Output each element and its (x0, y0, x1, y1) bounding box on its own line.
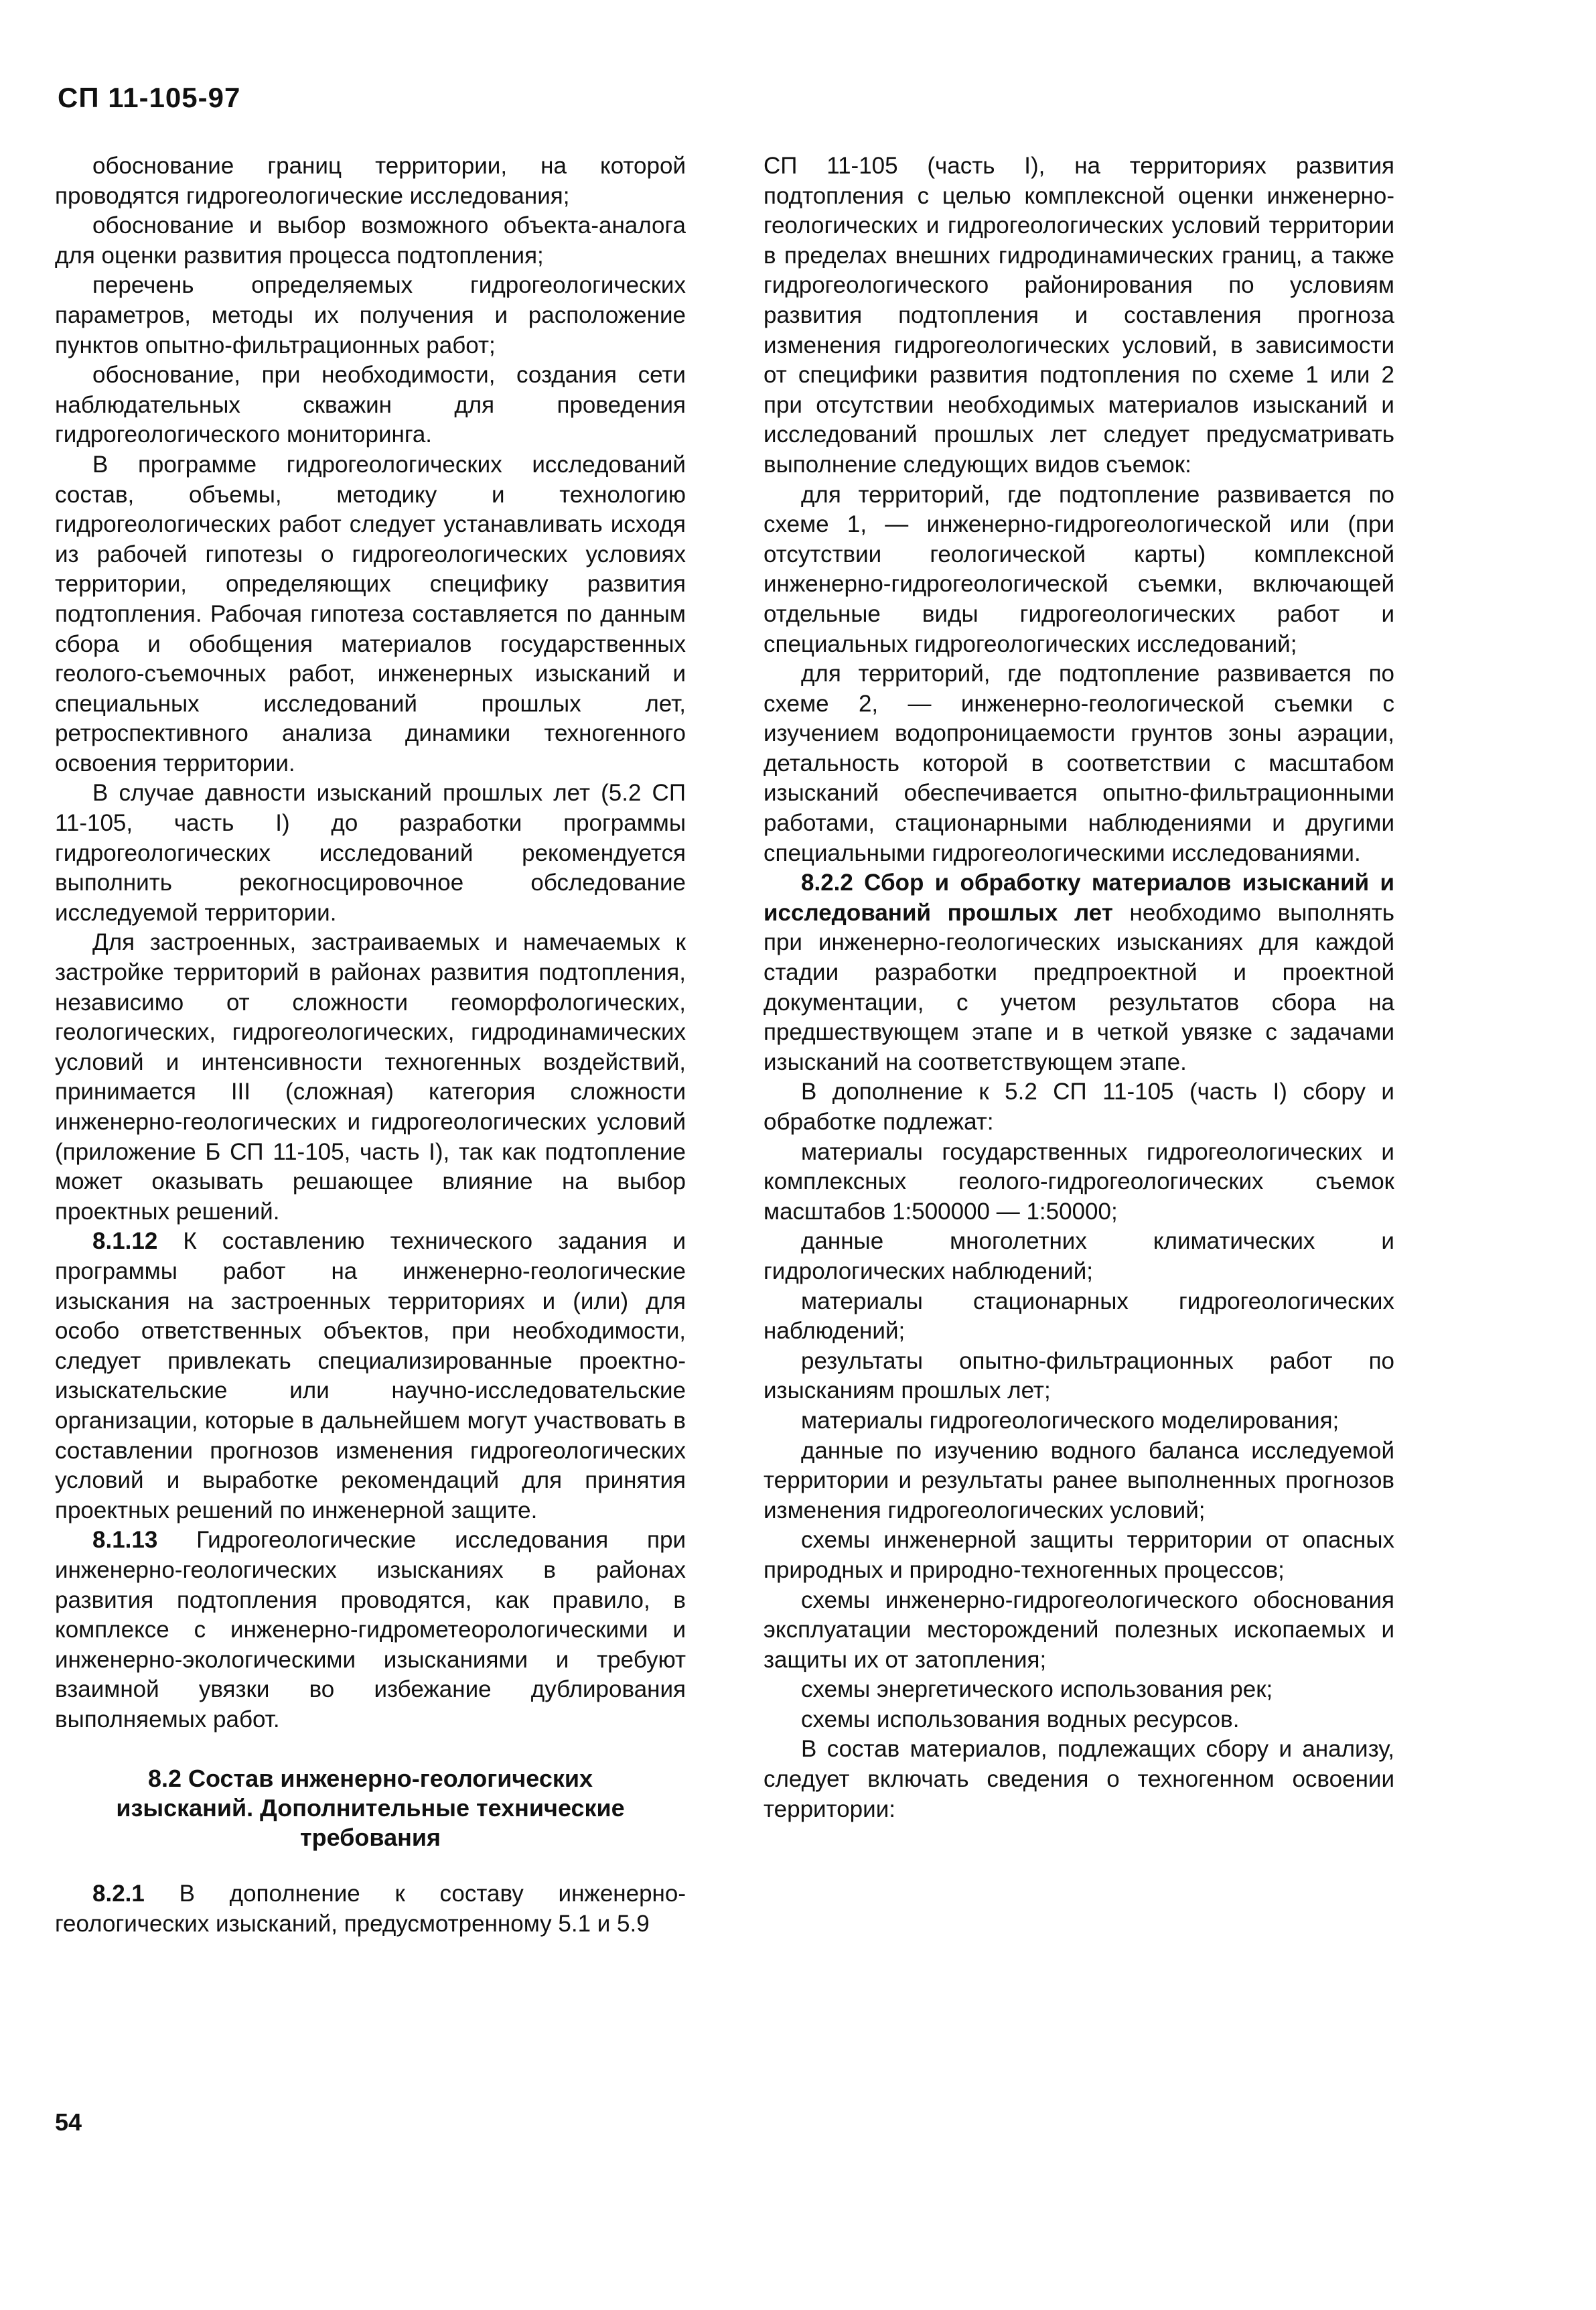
paragraph: для территорий, где подтопление развивается по схеме 1, — инженерно-гидрогеологической или (при отсутствии геологической карты) комплексной инженерно-гидрогеологической съемки, включающей отдельные виды гидрогеологических работ и специальных гидрогеологических исследований; (764, 481, 1394, 657)
paragraph: В дополнение к 5.2 СП 11-105 (часть I) сбору и обработке подлежат: (764, 1079, 1394, 1135)
list-item: материалы стационарных гидрогеологических наблюдений; (764, 1288, 1394, 1345)
clause-number: 8.1.13 (92, 1527, 158, 1554)
section-heading: 8.2 Состав инженерно-геологических изысканий. Дополнительные технические требования (116, 1765, 625, 1852)
list-item: данные многолетних климатических и гидрологических наблюдений; (764, 1228, 1394, 1284)
clause-text: необходимо выполнять при инженерно-геологических изысканиях для каждой стадии разработки предпроектной и проектной документации, с учетом результатов сбора на предшествующем этапе и в четкой увязке с задачами изысканий на соответствующем этапе. (764, 899, 1395, 1075)
paragraph: Для застроенных, застраиваемых и намечаемых к застройке территорий в районах развития подтопления, независимо от сложности геоморфологических, геологических, гидрогеологических, гидродинамических условий и интенсивности техногенных воздействий, принимается III (сложная) категория сложности инженерно-геологических и гидрогеологических условий (приложение Б СП 11-105, часть I), так как подтопление может оказывать решающее влияние на выбор проектных решений. (55, 929, 686, 1225)
list-item: схемы использования водных ресурсов. (801, 1706, 1240, 1732)
list-item: схемы инженерной защиты территории от опасных природных и природно-техногенных процессов; (764, 1527, 1394, 1583)
clause-text: К составлению технического задания и программы работ на инженерно-геологические изыскания на застроенных территориях и (или) для особо ответственных объектов, при необходимости, следует привлекать специализированные проектно-изыскательские или научно-исследовательские организации, которые в дальнейшем могут участвовать в составлении прогнозов изменения гидрогеологических условий и выработке рекомендаций для принятия проектных решений по инженерной защите. (55, 1228, 686, 1523)
clause-title: 8.2.2 Сбор и обработку материалов изысканий и исследований прошлых лет (764, 870, 1394, 926)
list-item: материалы государственных гидрогеологических и комплексных геолого-гидрогеологических съемок масштабов 1:500000 — 1:50000; (764, 1138, 1394, 1225)
clause-text: Гидрогеологические исследования при инженерно-геологических изысканиях в районах развития подтопления проводятся, как правило, в комплексе с инженерно-гидрометеорологическими и инженерно-экологическими изысканиями и требуют взаимной увязки во избежание дублирования выполняемых работ. (55, 1527, 686, 1732)
clause-8-1-12 (55, 1227, 686, 1525)
paragraph: обоснование и выбор возможного объекта-аналога для оценки развития процесса подтопления; (55, 212, 686, 269)
clause-8-2-1 (55, 1879, 686, 1939)
left-text-column (55, 151, 686, 1940)
right-text-column (764, 151, 1394, 1824)
paragraph: перечень определяемых гидрогеологических параметров, методы их получения и расположение пунктов опытно-фильтрационных работ; (55, 272, 686, 358)
list-item: схемы энергетического использования рек; (801, 1676, 1273, 1703)
paragraph: В случае давности изысканий прошлых лет (5.2 СП 11-105, часть I) до разработки программы гидрогеологических исследований рекомендуется выполнить рекогносцировочное обследование исследуемой территории. (55, 780, 686, 926)
list-item: результаты опытно-фильтрационных работ по изысканиям прошлых лет; (764, 1347, 1394, 1404)
clause-number: 8.1.12 (92, 1228, 158, 1255)
paragraph: обоснование границ территории, на которой проводятся гидрогеологические исследования; (55, 153, 686, 209)
list-item: материалы гидрогеологического моделирования; (801, 1407, 1339, 1434)
clause-text: В дополнение к составу инженерно-геологических изысканий, предусмотренному 5.1 и 5.9 (55, 1881, 686, 1938)
list-item: схемы инженерно-гидрогеологического обоснования эксплуатации месторождений полезных ископаемых и защиты их от затопления; (764, 1586, 1394, 1673)
clause-8-1-13 (55, 1525, 686, 1735)
paragraph: для территорий, где подтопление развивается по схеме 2, — инженерно-геологической съемки с изучением водопроницаемости грунтов зоны аэрации, детальность которой в соответствии с масштабом изысканий обеспечивается опытно-фильтрационными работами, стационарными наблюдениями и другими специальными гидрогеологическими исследованиями. (764, 661, 1394, 866)
page-number: 54 (55, 2108, 82, 2136)
clause-8-2-2 (764, 868, 1394, 1077)
paragraph: обоснование, при необходимости, создания сети наблюдательных скважин для проведения гидрогеологического мониторинга. (55, 362, 686, 448)
paragraph: СП 11-105 (часть I), на территориях развития подтопления с целью комплексной оценки инженерно-геологических и гидрогеологических условий территории в пределах внешних гидродинамических границ, а также гидрогеологического районирования по условиям развития подтопления и составления прогноза изменения гидрогеологических условий, в зависимости от специфики развития подтопления по схеме 1 или 2 при отсутствии необходимых материалов изысканий и исследований прошлых лет следует предусматривать выполнение следующих видов съемок: (764, 153, 1394, 478)
clause-number: 8.2.1 (92, 1881, 145, 1907)
document-code-header: СП 11-105-97 (58, 82, 241, 113)
paragraph: В программе гидрогеологических исследований состав, объемы, методику и технологию гидрогеологических работ следует устанавливать исходя из рабочей гипотезы о гидрогеологических условиях территории, определяющих специфику развития подтопления. Рабочая гипотеза составляется по данным сбора и обобщения материалов государственных геолого-съемочных работ, инженерных изысканий и специальных исследований прошлых лет, ретроспективного анализа динамики техногенного освоения территории. (55, 451, 686, 776)
list-item: данные по изучению водного баланса исследуемой территории и результаты ранее выполненных прогнозов изменения гидрогеологических условий; (764, 1437, 1394, 1523)
paragraph: В состав материалов, подлежащих сбору и анализу, следует включать сведения о техногенном освоении территории: (764, 1736, 1394, 1822)
